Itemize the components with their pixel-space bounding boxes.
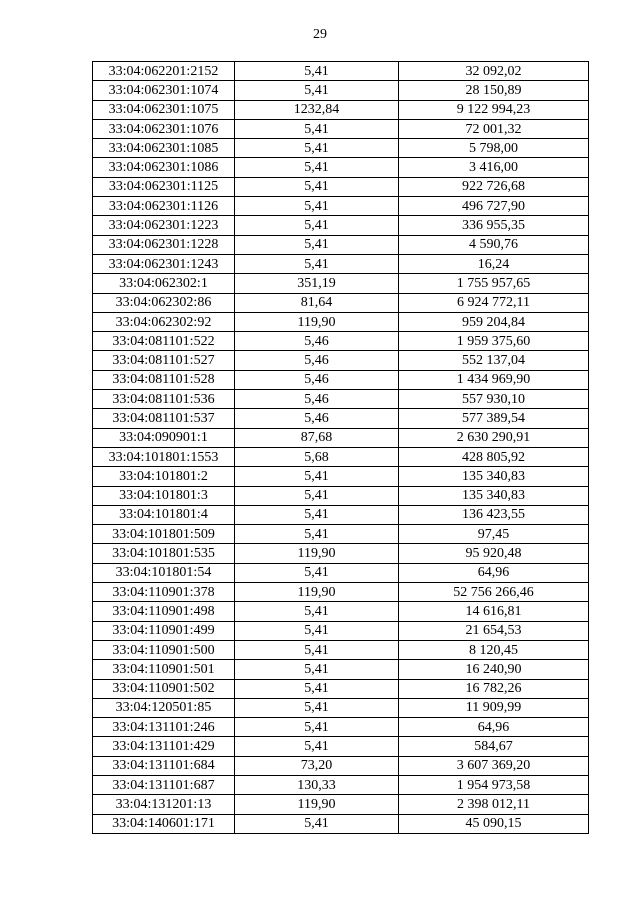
rate-cell: 5,41 <box>235 621 399 640</box>
table-row <box>93 563 589 582</box>
table-row <box>93 640 589 659</box>
value-cell: 4 590,76 <box>399 235 589 254</box>
table-row <box>93 737 589 756</box>
rate-cell: 5,41 <box>235 119 399 138</box>
rate-cell: 5,46 <box>235 409 399 428</box>
table-row <box>93 62 589 81</box>
cadastral-number-cell: 33:04:140601:171 <box>93 814 235 833</box>
table-row <box>93 544 589 563</box>
value-cell: 32 092,02 <box>399 62 589 81</box>
rate-cell: 5,41 <box>235 737 399 756</box>
rate-cell: 81,64 <box>235 293 399 312</box>
cadastral-number-cell: 33:04:062301:1076 <box>93 119 235 138</box>
table-row <box>93 216 589 235</box>
table-body <box>93 62 589 834</box>
cadastral-number-cell: 33:04:081101:528 <box>93 370 235 389</box>
table-row <box>93 390 589 409</box>
value-cell: 11 909,99 <box>399 698 589 717</box>
rate-cell: 5,41 <box>235 505 399 524</box>
value-cell: 3 607 369,20 <box>399 756 589 775</box>
value-cell: 135 340,83 <box>399 486 589 505</box>
value-cell: 64,96 <box>399 718 589 737</box>
cadastral-number-cell: 33:04:090901:1 <box>93 428 235 447</box>
cadastral-number-cell: 33:04:062301:1126 <box>93 197 235 216</box>
cadastral-number-cell: 33:04:062302:92 <box>93 312 235 331</box>
table-row <box>93 795 589 814</box>
table-row <box>93 428 589 447</box>
rate-cell: 5,41 <box>235 158 399 177</box>
value-cell: 1 959 375,60 <box>399 332 589 351</box>
value-cell: 6 924 772,11 <box>399 293 589 312</box>
cadastral-number-cell: 33:04:062301:1075 <box>93 100 235 119</box>
cadastral-number-cell: 33:04:062301:1223 <box>93 216 235 235</box>
table-row <box>93 447 589 466</box>
cadastral-number-cell: 33:04:110901:502 <box>93 679 235 698</box>
page-number: 29 <box>313 27 327 42</box>
value-cell: 97,45 <box>399 525 589 544</box>
rate-cell: 5,41 <box>235 660 399 679</box>
rate-cell: 119,90 <box>235 795 399 814</box>
rate-cell: 119,90 <box>235 544 399 563</box>
rate-cell: 5,46 <box>235 351 399 370</box>
cadastral-number-cell: 33:04:101801:535 <box>93 544 235 563</box>
table-row <box>93 814 589 833</box>
table-row <box>93 505 589 524</box>
table-row <box>93 621 589 640</box>
value-cell: 8 120,45 <box>399 640 589 659</box>
value-cell: 2 398 012,11 <box>399 795 589 814</box>
cadastral-value-table <box>92 61 589 834</box>
cadastral-number-cell: 33:04:101801:2 <box>93 467 235 486</box>
rate-cell: 5,41 <box>235 486 399 505</box>
rate-cell: 5,41 <box>235 814 399 833</box>
table-row <box>93 602 589 621</box>
rate-cell: 5,41 <box>235 525 399 544</box>
table-row <box>93 525 589 544</box>
cadastral-number-cell: 33:04:081101:522 <box>93 332 235 351</box>
table-row <box>93 100 589 119</box>
table-row <box>93 139 589 158</box>
cadastral-number-cell: 33:04:081101:527 <box>93 351 235 370</box>
cadastral-number-cell: 33:04:131201:13 <box>93 795 235 814</box>
rate-cell: 5,41 <box>235 216 399 235</box>
table-row <box>93 274 589 293</box>
cadastral-number-cell: 33:04:101801:54 <box>93 563 235 582</box>
value-cell: 16,24 <box>399 254 589 273</box>
rate-cell: 87,68 <box>235 428 399 447</box>
table-row <box>93 119 589 138</box>
rate-cell: 5,41 <box>235 698 399 717</box>
value-cell: 21 654,53 <box>399 621 589 640</box>
value-cell: 1 755 957,65 <box>399 274 589 293</box>
cadastral-number-cell: 33:04:101801:1553 <box>93 447 235 466</box>
table-row <box>93 679 589 698</box>
cadastral-number-cell: 33:04:062301:1074 <box>93 81 235 100</box>
rate-cell: 5,46 <box>235 332 399 351</box>
cadastral-number-cell: 33:04:062301:1243 <box>93 254 235 273</box>
rate-cell: 5,41 <box>235 718 399 737</box>
table-row <box>93 698 589 717</box>
cadastral-number-cell: 33:04:110901:498 <box>93 602 235 621</box>
table-row <box>93 583 589 602</box>
cadastral-number-cell: 33:04:131101:684 <box>93 756 235 775</box>
rate-cell: 5,41 <box>235 602 399 621</box>
rate-cell: 351,19 <box>235 274 399 293</box>
table-row <box>93 197 589 216</box>
rate-cell: 5,41 <box>235 177 399 196</box>
rate-cell: 5,41 <box>235 467 399 486</box>
rate-cell: 5,41 <box>235 563 399 582</box>
table-row <box>93 775 589 794</box>
cadastral-number-cell: 33:04:120501:85 <box>93 698 235 717</box>
value-cell: 496 727,90 <box>399 197 589 216</box>
rate-cell: 5,46 <box>235 390 399 409</box>
table-row <box>93 370 589 389</box>
cadastral-number-cell: 33:04:062201:2152 <box>93 62 235 81</box>
rate-cell: 5,41 <box>235 679 399 698</box>
cadastral-number-cell: 33:04:062302:86 <box>93 293 235 312</box>
value-cell: 28 150,89 <box>399 81 589 100</box>
rate-cell: 5,68 <box>235 447 399 466</box>
table-row <box>93 177 589 196</box>
rate-cell: 5,46 <box>235 370 399 389</box>
table-row <box>93 332 589 351</box>
value-cell: 336 955,35 <box>399 216 589 235</box>
table-row <box>93 467 589 486</box>
value-cell: 959 204,84 <box>399 312 589 331</box>
cadastral-number-cell: 33:04:062301:1125 <box>93 177 235 196</box>
value-cell: 2 630 290,91 <box>399 428 589 447</box>
rate-cell: 5,41 <box>235 254 399 273</box>
rate-cell: 5,41 <box>235 81 399 100</box>
value-cell: 72 001,32 <box>399 119 589 138</box>
table-row <box>93 351 589 370</box>
rate-cell: 5,41 <box>235 235 399 254</box>
table-row <box>93 486 589 505</box>
rate-cell: 5,41 <box>235 640 399 659</box>
value-cell: 5 798,00 <box>399 139 589 158</box>
rate-cell: 73,20 <box>235 756 399 775</box>
rate-cell: 5,41 <box>235 197 399 216</box>
value-cell: 52 756 266,46 <box>399 583 589 602</box>
cadastral-number-cell: 33:04:110901:378 <box>93 583 235 602</box>
table-row <box>93 235 589 254</box>
cadastral-number-cell: 33:04:062301:1086 <box>93 158 235 177</box>
cadastral-number-cell: 33:04:131101:429 <box>93 737 235 756</box>
cadastral-number-cell: 33:04:101801:509 <box>93 525 235 544</box>
cadastral-number-cell: 33:04:131101:246 <box>93 718 235 737</box>
rate-cell: 119,90 <box>235 583 399 602</box>
table-row <box>93 660 589 679</box>
cadastral-number-cell: 33:04:062301:1228 <box>93 235 235 254</box>
rate-cell: 5,41 <box>235 62 399 81</box>
value-cell: 3 416,00 <box>399 158 589 177</box>
cadastral-number-cell: 33:04:081101:537 <box>93 409 235 428</box>
value-cell: 136 423,55 <box>399 505 589 524</box>
rate-cell: 130,33 <box>235 775 399 794</box>
value-cell: 45 090,15 <box>399 814 589 833</box>
cadastral-number-cell: 33:04:062301:1085 <box>93 139 235 158</box>
cadastral-number-cell: 33:04:062302:1 <box>93 274 235 293</box>
value-cell: 552 137,04 <box>399 351 589 370</box>
cadastral-number-cell: 33:04:101801:4 <box>93 505 235 524</box>
cadastral-number-cell: 33:04:110901:499 <box>93 621 235 640</box>
table-row <box>93 81 589 100</box>
value-cell: 922 726,68 <box>399 177 589 196</box>
cadastral-number-cell: 33:04:131101:687 <box>93 775 235 794</box>
table-row <box>93 409 589 428</box>
value-cell: 64,96 <box>399 563 589 582</box>
value-cell: 428 805,92 <box>399 447 589 466</box>
table-row <box>93 293 589 312</box>
value-cell: 557 930,10 <box>399 390 589 409</box>
value-cell: 1 954 973,58 <box>399 775 589 794</box>
value-cell: 135 340,83 <box>399 467 589 486</box>
table-row <box>93 756 589 775</box>
table-row <box>93 254 589 273</box>
rate-cell: 5,41 <box>235 139 399 158</box>
value-cell: 14 616,81 <box>399 602 589 621</box>
cadastral-number-cell: 33:04:110901:501 <box>93 660 235 679</box>
table-row <box>93 312 589 331</box>
table-row <box>93 718 589 737</box>
value-cell: 577 389,54 <box>399 409 589 428</box>
value-cell: 95 920,48 <box>399 544 589 563</box>
value-cell: 1 434 969,90 <box>399 370 589 389</box>
table-row <box>93 158 589 177</box>
value-cell: 584,67 <box>399 737 589 756</box>
value-cell: 9 122 994,23 <box>399 100 589 119</box>
cadastral-number-cell: 33:04:101801:3 <box>93 486 235 505</box>
cadastral-number-cell: 33:04:081101:536 <box>93 390 235 409</box>
value-cell: 16 240,90 <box>399 660 589 679</box>
rate-cell: 1232,84 <box>235 100 399 119</box>
rate-cell: 119,90 <box>235 312 399 331</box>
value-cell: 16 782,26 <box>399 679 589 698</box>
cadastral-number-cell: 33:04:110901:500 <box>93 640 235 659</box>
